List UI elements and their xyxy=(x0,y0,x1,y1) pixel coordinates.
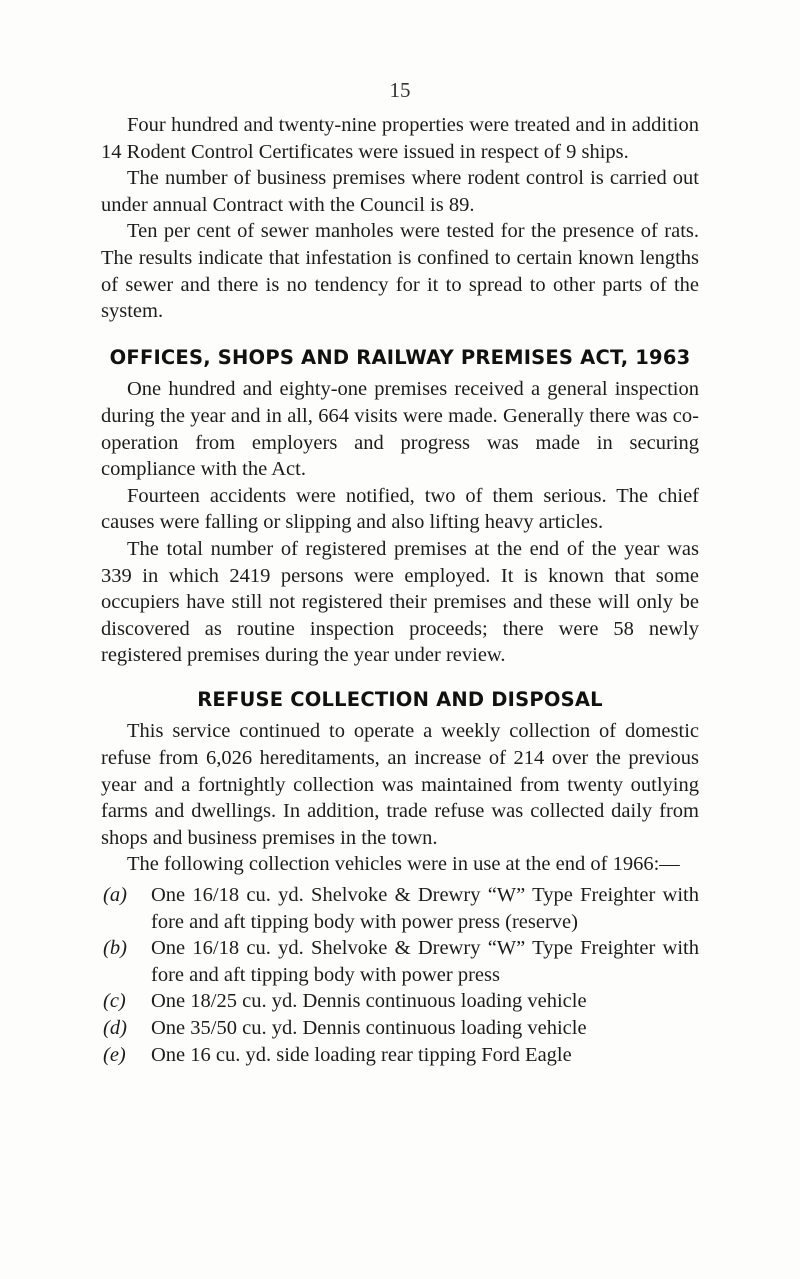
list-marker: (a) xyxy=(103,884,127,907)
offices-paragraph: The total number of registered premises at the end of the year was 339 in which 2419 persons were employed. It is known that some occupiers have still not registered their premises and these will only be discovered as routine inspection proceeds; there were 58 newly registered premises during the year under review. xyxy=(101,537,699,667)
section-heading-offices: OFFICES, SHOPS AND RAILWAY PREMISES ACT, 1963 xyxy=(109,345,691,369)
list-marker: (e) xyxy=(103,1043,126,1066)
list-item-text: One 35/50 cu. yd. Dennis continuous loading vehicle xyxy=(151,1017,587,1039)
list-item-text: One 18/25 cu. yd. Dennis continuous loading vehicle xyxy=(151,990,587,1013)
document-body xyxy=(101,112,699,1068)
intro-paragraph: The number of business premises where rodent control is carried out under annual Contract with the Council is 89. xyxy=(101,167,699,216)
offices-paragraph: Fourteen accidents were notified, two of them serious. The chief causes were falling or slipping and also lifting heavy articles. xyxy=(101,484,699,534)
list-item-text: One 16 cu. yd. side loading rear tipping Ford Eagle xyxy=(151,1043,572,1066)
vehicle-list xyxy=(101,882,699,1068)
list-marker: (c) xyxy=(103,990,126,1013)
offices-paragraph: One hundred and eighty-one premises received a general inspection during the year and in all, 664 visits were made. Generally there was co-operation from employers and progress was made in securing compliance with the Act. xyxy=(101,378,699,481)
list-item xyxy=(101,882,699,935)
intro-paragraph: Four hundred and twenty-nine properties were treated and in addition 14 Rodent Control Certificates were issued in respect of 9 ships. xyxy=(101,114,699,163)
list-marker: (d) xyxy=(103,1017,127,1039)
section-heading-refuse: REFUSE COLLECTION AND DISPOSAL xyxy=(197,687,603,711)
list-item xyxy=(101,988,699,1015)
list-item-text: One 16/18 cu. yd. Shelvoke & Drewry “W” Type Freighter with fore and aft tipping body with power press (reserve) xyxy=(151,884,699,933)
refuse-paragraph: This service continued to operate a weekly collection of domestic refuse from 6,026 hereditaments, an increase of 214 over the previous year and a fortnightly collection was maintained from twenty outlying farms and dwellings. In addition, trade refuse was collected daily from shops and business premises in the town. xyxy=(101,720,699,849)
refuse-paragraph: The following collection vehicles were in use at the end of 1966:— xyxy=(127,853,680,876)
list-item xyxy=(101,1015,699,1042)
intro-paragraph: Ten per cent of sewer manholes were tested for the presence of rats. The results indicate that infestation is confined to certain known lengths of sewer and there is no tendency for it to spread to other parts of the system. xyxy=(101,220,699,323)
list-item xyxy=(101,935,699,988)
list-marker: (b) xyxy=(103,937,127,960)
list-item-text: One 16/18 cu. yd. Shelvoke & Drewry “W” Type Freighter with fore and aft tipping body with power press xyxy=(151,937,699,986)
list-item xyxy=(101,1042,699,1069)
page-number: 15 xyxy=(389,78,411,102)
